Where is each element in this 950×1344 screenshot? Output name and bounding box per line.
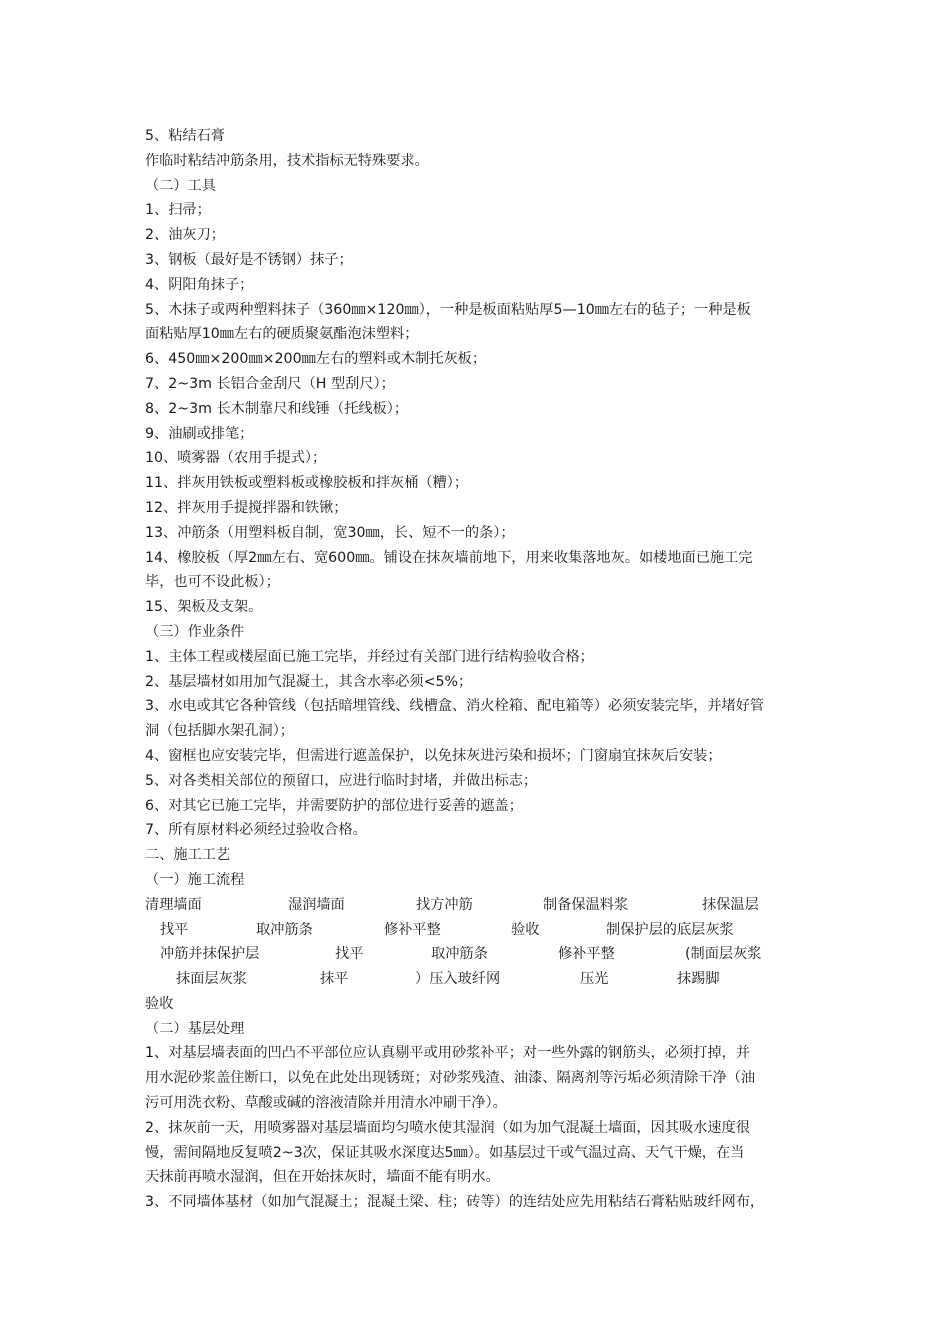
flow-step: 取冲筋条 bbox=[431, 946, 488, 963]
text-line: （一）施工流程 bbox=[145, 871, 245, 888]
text-section-a bbox=[145, 124, 815, 893]
text-line: 1、对基层墙表面的凹凸不平部位应认真剔平或用砂浆补平；对一些外露的钢筋头，必须打掉，并 bbox=[145, 1045, 750, 1062]
flow-row bbox=[145, 967, 815, 992]
text-line: 14、橡胶板（厚2㎜左右、宽600㎜。铺设在抹灰墙前地下，用来收集落地灰。如楼地面已施工完 bbox=[145, 549, 753, 566]
flow-step: 抹保温层 bbox=[702, 896, 759, 913]
flow-step: ）压入玻纤网 bbox=[415, 971, 501, 988]
flow-step: 制保护层的底层灰浆 bbox=[606, 921, 734, 938]
text-line: 7、2~3m 长铝合金刮尺（H 型刮尺）； bbox=[145, 375, 395, 392]
text-line: 二、施工工艺 bbox=[145, 847, 231, 864]
flow-row bbox=[145, 893, 815, 918]
text-line: 11、拌灰用铁板或塑料板或橡胶板和拌灰桶（糟）； bbox=[145, 475, 469, 492]
text-line: 3、不同墙体基材（如加气混凝土；混凝土梁、柱；砖等）的连结处应先用粘结石膏粘贴玻纤网布， bbox=[145, 1194, 765, 1211]
flow-step: 冲筋并抹保护层 bbox=[160, 946, 260, 963]
flow-step: 制备保温料浆 bbox=[543, 896, 629, 913]
text-line: 1、扫帚； bbox=[145, 202, 211, 219]
flow-step: 抹踢脚 bbox=[677, 971, 720, 988]
text-line: （三）作业条件 bbox=[145, 623, 245, 640]
flow-step: 压光 bbox=[580, 971, 609, 988]
text-line: 3、水电或其它各种管线（包括暗埋管线、线槽盒、消火栓箱、配电箱等）必须安装完毕，并堵好管 bbox=[145, 698, 765, 715]
flow-step: 抹面层灰浆 bbox=[176, 971, 247, 988]
flow-step: 取冲筋条 bbox=[256, 921, 313, 938]
flow-step: 找平 bbox=[335, 946, 364, 963]
text-line: 5、粘结石膏 bbox=[145, 128, 225, 144]
document-body bbox=[145, 124, 815, 1215]
text-line: 10、喷雾器（农用手提式）； bbox=[145, 450, 327, 467]
text-line: 2、基层墙材如用加气混凝土，其含水率必须<5%； bbox=[145, 673, 473, 690]
flow-step: 抹平 bbox=[320, 971, 349, 988]
text-line: 9、油刷或排笔； bbox=[145, 425, 254, 442]
flow-step: 验收 bbox=[511, 921, 540, 938]
flow-step: 清理墙面 bbox=[145, 896, 202, 913]
text-line: 天抹前再喷水湿润，但在开始抹灰时，墙面不能有明水。 bbox=[145, 1169, 500, 1186]
flow-step: 修补平整 bbox=[558, 946, 615, 963]
text-line: （二）工具 bbox=[145, 177, 216, 194]
flow-step: (制面层灰浆 bbox=[685, 946, 762, 963]
text-line: 8、2~3m 长木制靠尺和线锤（托线板）； bbox=[145, 400, 409, 417]
flow-step: 修补平整 bbox=[384, 921, 441, 938]
text-line: 慢，需间隔地反复喷2~3次，保证其吸水深度达5㎜）。如基层过干或气温过高、天气干燥，在当 bbox=[145, 1144, 745, 1161]
process-flow bbox=[145, 893, 815, 1017]
text-line: 1、主体工程或楼屋面已施工完毕，并经过有关部门进行结构验收合格； bbox=[145, 648, 594, 665]
flow-step: 验收 bbox=[145, 995, 174, 1012]
text-line: 5、木抹子或两种塑料抹子（360㎜×120㎜），一种是板面粘贴厚5—10㎜左右的毡子；一种是板 bbox=[145, 301, 751, 318]
text-line: 15、架板及支架。 bbox=[145, 599, 263, 616]
text-line: （二）基层处理 bbox=[145, 1020, 245, 1037]
text-line: 3、钢板（最好是不锈钢）抹子； bbox=[145, 251, 353, 268]
flow-step: 湿润墙面 bbox=[288, 896, 345, 913]
text-line: 2、油灰刀； bbox=[145, 227, 225, 244]
flow-row bbox=[145, 918, 815, 943]
flow-row bbox=[145, 992, 815, 1017]
text-line: 面粘贴厚10㎜左右的硬质聚氨酯泡沫塑料； bbox=[145, 326, 419, 343]
text-line: 洞（包括脚水架孔洞）； bbox=[145, 723, 294, 740]
text-line: 污可用洗衣粉、草酸或碱的溶液清除并用清水冲刷干净）。 bbox=[145, 1095, 507, 1112]
text-line: 用水泥砂浆盖住断口，以免在此处出现锈斑；对砂浆残渣、油漆、隔离剂等污垢必须清除干净（油 bbox=[145, 1070, 756, 1087]
text-line: 4、阴阳角抹子； bbox=[145, 276, 254, 293]
text-line: 2、抹灰前一天，用喷雾器对基层墙面均匀喷水使其湿润（如为加气混凝土墙面，因其吸水速度很 bbox=[145, 1119, 750, 1136]
text-line: 12、拌灰用手提搅拌器和铁锹； bbox=[145, 499, 348, 516]
flow-step: 找平 bbox=[160, 921, 189, 938]
text-section-b bbox=[145, 1017, 815, 1215]
flow-step: 找方冲筋 bbox=[416, 896, 473, 913]
flow-row bbox=[145, 942, 815, 967]
text-line: 4、窗框也应安装完毕，但需进行遮盖保护，以免抹灰进污染和损坏；门窗扇宜抹灰后安装； bbox=[145, 747, 722, 764]
text-line: 5、对各类相关部位的预留口，应进行临时封堵，并做出标志； bbox=[145, 772, 538, 789]
text-line: 7、所有原材料必须经过验收合格。 bbox=[145, 822, 367, 839]
text-line: 6、对其它已施工完毕，并需要防护的部位进行妥善的遮盖； bbox=[145, 797, 523, 814]
text-line: 6、450㎜×200㎜×200㎜左右的塑料或木制托灰板； bbox=[145, 351, 487, 368]
text-line: 13、冲筋条（用塑料板自制，宽30㎜，长、短不一的条）； bbox=[145, 524, 515, 541]
text-line: 作临时粘结冲筋条用，技术指标无特殊要求。 bbox=[145, 152, 429, 169]
text-line: 毕，也可不设此板）； bbox=[145, 574, 280, 591]
